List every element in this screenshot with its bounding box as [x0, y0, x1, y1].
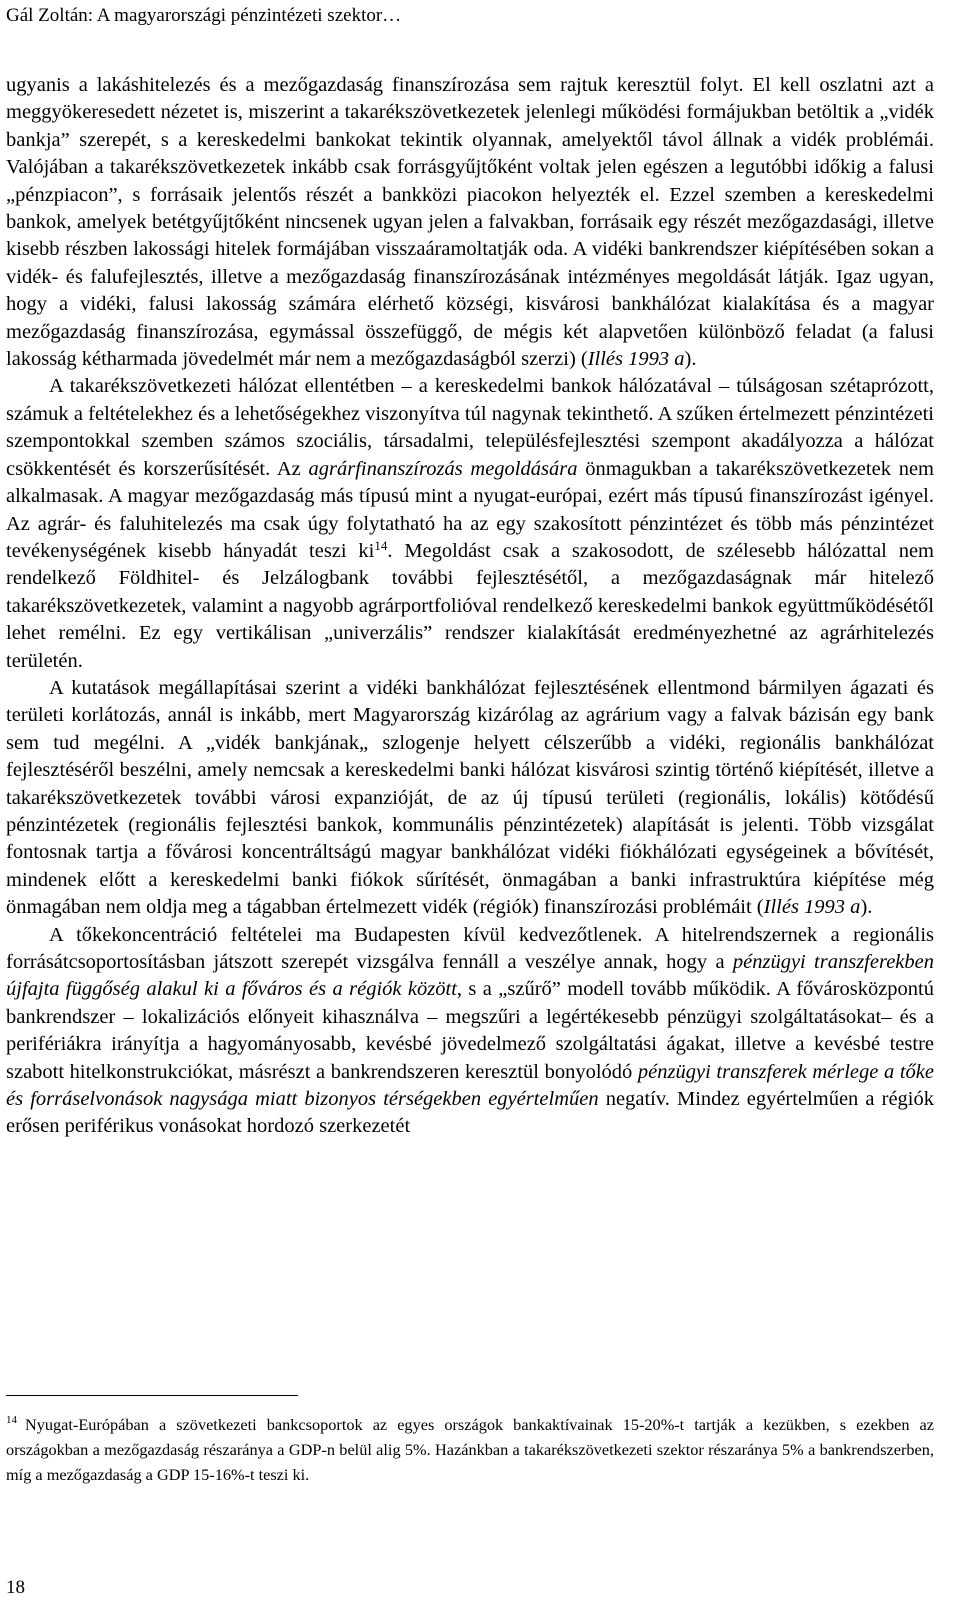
paragraph-text: A takarékszövetkezeti hálózat ellentétben – a kereskedelmi bankok hálózatával – túlságosan szétaprózott, számuk a feltételekhez és a lehetőségekhez viszonyítva túl nagynak tekinthető. A szűken értelmezett pénzintézeti szempontokkal szemben számos szociális, társadalmi, településfejlesztési szempont akadályozza a hálózat csökkentését és korszerűsítését. Az [6, 375, 934, 480]
paragraph-text: . Megoldást csak a szakosodott, de szélesebb hálózattal nem rendelkező Földhitel- és Jelzálogbank további fejlesztésétől, a mezőgazdaságnak már hitelező takarékszövetkezetek, valamint a nagyobb agrárportfolióval rendelkező kereskedelmi bankok együttműködésétől lehet remélni. Ez egy vertikálisan „univerzális” rendszer kialakítását eredményezhetné az agrárhitelezés területén. [6, 539, 935, 672]
paragraph-text: ). [684, 348, 697, 371]
footnote [6, 1412, 934, 1487]
emphasis-text: pénzügyi transzferek mérlege a tőke és forráselvonások nagysága miatt bizonyos térségekben egyértelműen [6, 1060, 934, 1111]
paragraph-text: önmagukban a takarékszövetkezetek nem alkalmasak. A magyar mezőgazdaság más típusú mint a nyugat-európai, ezért más típusú finanszírozást igényel. Az agrár- és faluhitelezés ma csak úgy folytatható ha az egy szakosított pénzintézet és több más pénzintézet tevékenységének kisebb hányadát teszi ki [6, 457, 934, 562]
footnote-reference: 14 [374, 537, 388, 553]
emphasis-text: agrárfinanszírozás megoldására [308, 457, 578, 480]
emphasis-text: pénzügyi transzferekben újfajta függőség alakul ki a főváros és a régiók között [6, 951, 934, 1001]
body-text [6, 72, 934, 1141]
paragraph-text: ugyanis a lakáshitelezés és a mezőgazdaság finanszírozása sem rajtuk keresztül folyt. El kell oszlatni azt a meggyökeresedett nézetet is, miszerint a takarékszövetkezetek jelenlegi működési formájukban betöltik a „vidék bankja” szerepét, s a kereskedelmi bankokat tekintik olyannak, amelyektől távol állnak a vidék problémái. Valójában a takarékszövetkezetek inkább csak forrásgyűjtőként voltak jelen egészen a legutóbbi időkig a falusi „pénzpiacon”, s forrásaik jelentős részét a bankközi piacokon helyezték el. Ezzel szemben a kereskedelmi bankok, amelyek betétgyűjtőként nincsenek ugyan jelen a falvakban, forrásaik egy részét mezőgazdasági, illetve kisebb részben lakossági hitelek formájában visszaáramoltatják oda. A vidéki bankrendszer kiépítésében sokan a vidék- és falufejlesztés, illetve a mezőgazdaság finanszírozásának intézményes megoldását látják. Igaz ugyan, hogy a vidéki, falusi lakosság számára elérhető községi, kisvárosi bankhálózat kialakítása és a magyar mezőgazdaság finanszírozása, egymással összefüggő, de mégis két alapvetően különböző feladat (a falusi lakosság kétharmada jövedelmét már nem a mezőgazdaságból szerzi) ( [6, 74, 934, 371]
running-header: Gál Zoltán: A magyarországi pénzintézeti szektor… [6, 5, 402, 26]
citation: Illés 1993 a [587, 348, 685, 371]
footnote-divider [6, 1395, 298, 1396]
page-number: 18 [6, 1577, 25, 1598]
paragraph-text: A kutatások megállapításai szerint a vidéki bankhálózat fejlesztésének ellentmond bármilyen ágazati és területi korlátozás, annál is inkább, mert Magyarország kizárólag az agrárium vagy a falvak bázisán egy bank sem tud megélni. A „vidék bankjának„ szlogenje helyett célszerűbb a vidéki, regionális bankhálózat fejlesztéséről beszélni, amely nemcsak a kereskedelmi banki hálózat kisvárosi szintig történő kiépítését, illetve a takarékszövetkezetek további városi expanzióját, de az új típusú területi (regionális, lokális) kötődésű pénzintézetek (regionális fejlesztési bankok, kommunális pénzintézetek) alapítását is jelenti. Több vizsgálat fontosnak tartja a fővárosi koncentráltságú magyar bankhálózat vidéki fiókhálózati egységeinek a bővítését, mindenek előtt a kereskedelmi banki fiókok sűrítését, önmagában a banki infrastruktúra kiépítése még önmagában nem oldja meg a tágabban értelmezett vidék (régiók) finanszírozási problémáit ( [6, 676, 934, 919]
footnote-text: Nyugat-Európában a szövetkezeti bankcsoportok az egyes országok bankaktívainak 15-20%-t tartják a kezükben, s ezekben az országokban a mezőgazdaság részaránya a GDP-n belül alig 5%. Hazánkban a takarékszövetkezeti szektor részaránya 5% a bankrendszerben, míg a mezőgazdaság a GDP 15-16%-t teszi ki. [6, 1415, 934, 1484]
paragraph-1 [6, 72, 934, 373]
paragraph-text: A tőkekoncentráció feltételei ma Budapesten kívül kedvezőtlenek. A hitelrendszernek a regionális forrásátcsoportosításban játszott szerepét vizsgálva fennáll a veszélye annak, hogy a [6, 923, 934, 973]
paragraph-text: negatív. Mindez egyértelműen a régiók erősen periférikus vonásokat hordozó szerkezetét [6, 1088, 934, 1138]
citation: Illés 1993 a [763, 896, 861, 919]
paragraph-2 [6, 373, 934, 674]
paragraph-text: , s a „szűrő” modell tovább működik. A fővárosközpontú bankrendszer – lokalizációs előnyeit kihasználva – megszűri a legértékesebb pénzügyi szolgáltatásokat– és a perifériákra irányítja a hagyományosabb, kevésbé jövedelmező szolgáltatási ágakat, illetve a kevésbé testre szabott hitelkonstrukciókat, másrészt a bankrendszeren keresztül bonyolódó [6, 978, 934, 1083]
paragraph-3 [6, 675, 934, 922]
paragraph-text: ). [860, 896, 873, 919]
footnote-number: 14 [6, 1414, 17, 1426]
paragraph-4 [6, 922, 934, 1141]
